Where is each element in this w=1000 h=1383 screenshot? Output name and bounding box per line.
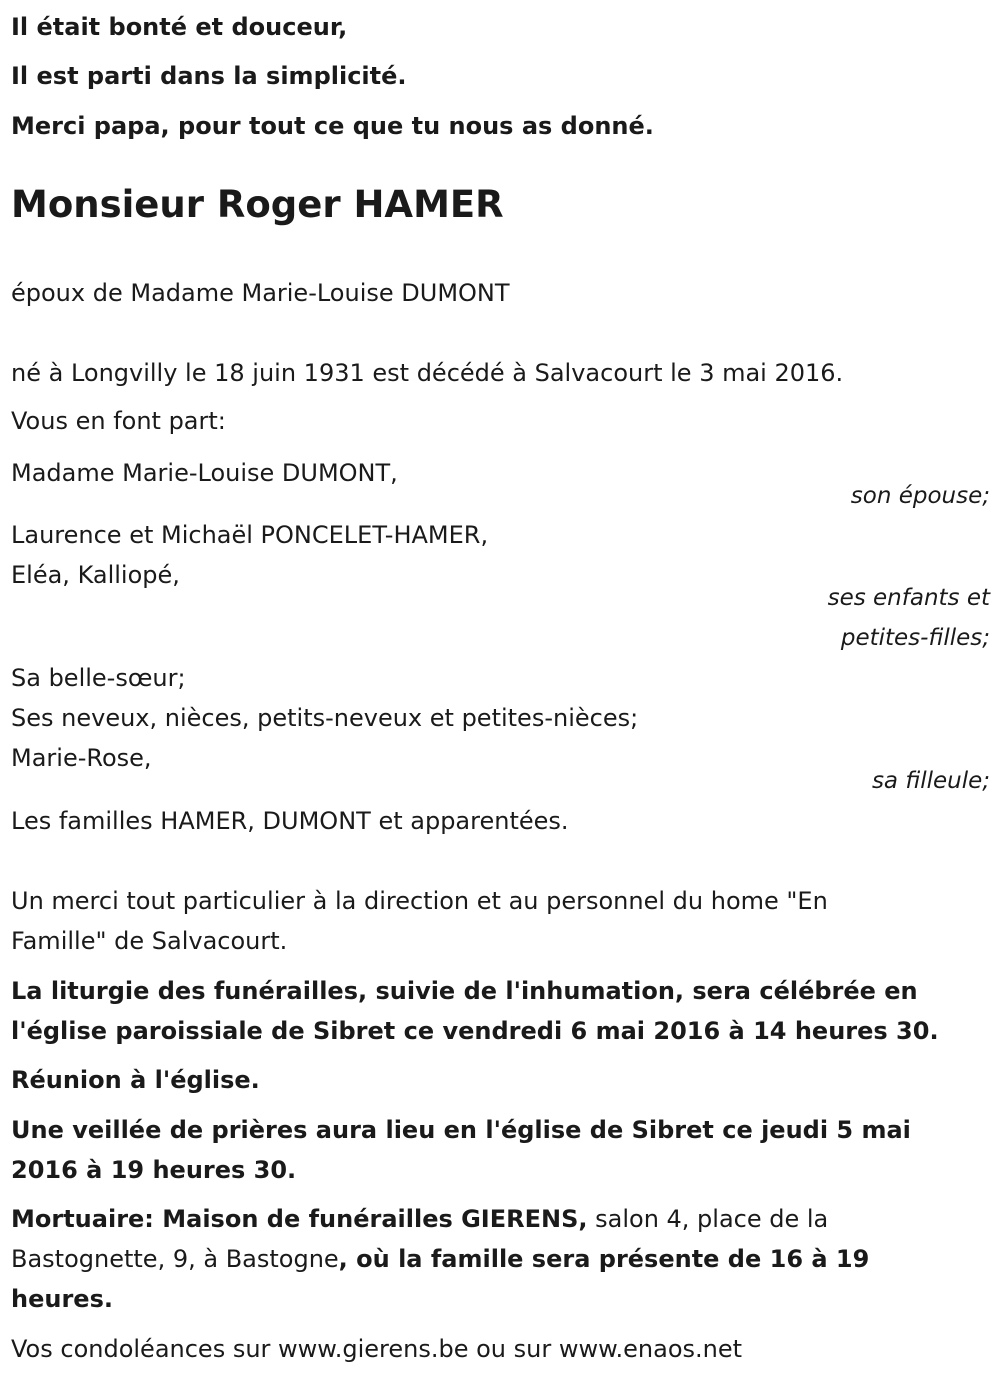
family-children-role-2: petites-filles; [840,625,990,651]
announce-line: Vous en font part: [11,407,226,435]
family-children-role-1: ses enfants et [827,585,990,611]
mortuary-bold-1: Mortuaire: Maison de funérailles GIERENS, [11,1205,588,1233]
intro-line-3: Merci papa, pour tout ce que tu nous as donné. [11,112,654,140]
liturgy-line-2: l'église paroissiale de Sibret ce vendredi 6 mai 2016 à 14 heures 30. [11,1017,939,1045]
family-children-line-2: Eléa, Kalliopé, [11,561,180,589]
mortuary-normal-2: Bastognette, 9, à Bastogne [11,1245,339,1273]
mortuary-line-3: heures. [11,1285,113,1313]
meeting-line: Réunion à l'église. [11,1066,260,1094]
family-goddaughter-role: sa filleule; [871,768,990,794]
family-children-line-1: Laurence et Michaël PONCELET-HAMER, [11,521,489,549]
mortuary-line-1 [11,1204,828,1234]
deceased-name-title: Monsieur Roger HAMER [11,183,504,226]
intro-line-2: Il est parti dans la simplicité. [11,62,407,90]
family-nephews: Ses neveux, nièces, petits-neveux et petites-nièces; [11,704,639,732]
liturgy-line-1: La liturgie des funérailles, suivie de l'inhumation, sera célébrée en [11,977,918,1005]
intro-line-1: Il était bonté et douceur, [11,13,348,41]
birth-death-line: né à Longvilly le 18 juin 1931 est décédé à Salvacourt le 3 mai 2016. [11,359,844,387]
thanks-line-2: Famille" de Salvacourt. [11,927,288,955]
mortuary-line-2 [11,1244,869,1274]
family-goddaughter-name: Marie-Rose, [11,744,152,772]
family-spouse-role: son épouse; [850,483,990,509]
family-sister-in-law: Sa belle-sœur; [11,664,186,692]
vigil-line-1: Une veillée de prières aura lieu en l'église de Sibret ce jeudi 5 mai [11,1116,911,1144]
family-families: Les familles HAMER, DUMONT et apparentées. [11,807,569,835]
thanks-line-1: Un merci tout particulier à la direction et au personnel du home "En [11,887,828,915]
family-spouse-name: Madame Marie-Louise DUMONT, [11,459,398,487]
vigil-line-2: 2016 à 19 heures 30. [11,1156,297,1184]
mortuary-bold-2: , où la famille sera présente de 16 à 19 [338,1245,870,1273]
condolences-line: Vos condoléances sur www.gierens.be ou sur www.enaos.net [11,1335,743,1363]
mortuary-normal-1: salon 4, place de la [587,1205,829,1233]
spouse-line: époux de Madame Marie-Louise DUMONT [11,279,510,307]
